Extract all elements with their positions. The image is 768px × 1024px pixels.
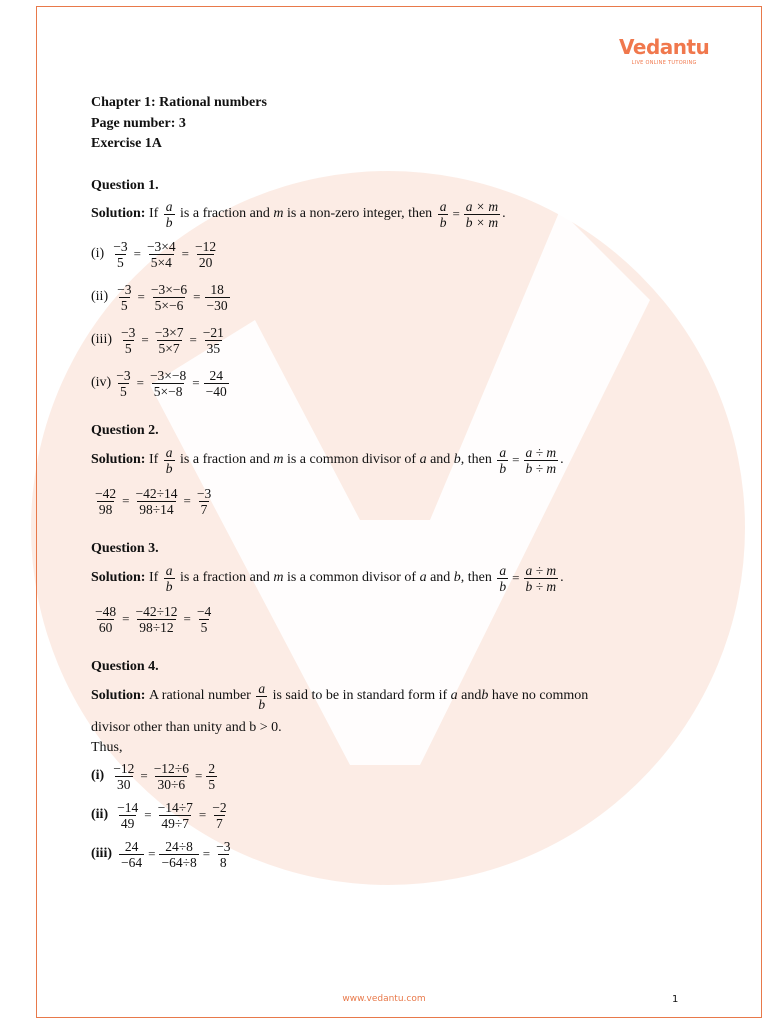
fraction: $\frac{a}{b}$: [258, 680, 266, 712]
page-number: 1: [672, 994, 679, 1005]
solution-text: divisor other than unity and: [91, 719, 246, 735]
question-1-title: Question 1.: [91, 177, 159, 193]
fraction: $\frac{-2}{7}$: [212, 799, 227, 831]
fraction: $\frac{18}{-30}$: [206, 281, 228, 313]
footer-url[interactable]: www.vedantu.com: [342, 994, 426, 1004]
solution-text: is a non-zero integer, then: [286, 206, 433, 221]
page-number-label: Page number: 3: [91, 115, 186, 131]
fraction: $\frac{24}{-40}$: [205, 367, 227, 399]
question-2-solution: Solution: If $\frac{a}{b}$ is a fraction and m is a common divisor of a and b , then $\frac{a}{b}$ = $\frac{a \div m}{b \div m}$ .: [91, 444, 564, 476]
fraction: $\frac{a}{b}$: [165, 562, 173, 594]
solution-label: Solution:: [91, 206, 146, 221]
variable: m: [273, 570, 284, 585]
fraction: $\frac{24}{-64}$: [121, 838, 143, 870]
solution-text: is a fraction and: [180, 570, 270, 585]
fraction: $\frac{-4}{5}$: [196, 603, 212, 635]
equation-row: (i) $\frac{-12}{30}$ = $\frac{-12\div 6}{30\div 6}$ = $\frac{2}{5}$: [91, 760, 216, 792]
variable: a: [419, 570, 427, 585]
solution-text: If: [148, 570, 159, 585]
question-2-title: Question 2.: [91, 422, 159, 438]
solution-text: have no common: [491, 688, 589, 703]
fraction: $\frac{-21}{35}$: [202, 324, 224, 356]
fraction: $\frac{-3\times-8}{5\times-8}$: [149, 367, 187, 399]
thus-label: Thus,: [91, 739, 123, 755]
fraction: $\frac{-14\div 7}{49\div 7}$: [157, 799, 193, 831]
fraction: $\frac{-42}{98}$: [95, 485, 117, 517]
equation-row: (ii) $\frac{-3}{5}$ = $\frac{-3\times-6}{5\times-6}$ = $\frac{18}{-30}$: [91, 281, 228, 313]
equation-row: (i) $\frac{-3}{5}$ = $\frac{-3\times 4}{5\times 4}$ = $\frac{-12}{20}$: [91, 238, 217, 270]
fraction: $\frac{a}{b}$: [439, 198, 447, 230]
part-label: (ii): [91, 289, 109, 304]
question-4-solution: [91, 681, 731, 712]
part-label: (iv): [91, 375, 112, 390]
chapter-title: Chapter 1: Rational numbers: [91, 95, 267, 110]
solution-text: is a fraction and: [180, 206, 270, 221]
question-3-title: Question 3.: [91, 540, 159, 556]
document-content: [91, 93, 731, 870]
fraction: $\frac{-3}{5}$: [113, 238, 128, 270]
fraction: $\frac{-3}{5}$: [121, 324, 136, 356]
fraction: $\frac{2}{5}$: [208, 760, 216, 792]
fraction: $\frac{a \div m}{b \div m}$: [525, 444, 557, 476]
solution-text: and: [430, 570, 451, 585]
fraction: $\frac{-3}{5}$: [117, 281, 132, 313]
equation-row: $\frac{-48}{60}$ = $\frac{-42\div 12}{98\div 12}$ = $\frac{-4}{5}$: [95, 603, 212, 635]
equation-row: (iii) $\frac{24}{-64}$ = $\frac{24\div 8}{-64\div 8}$ = $\frac{-3}{8}$: [91, 838, 231, 870]
fraction: $\frac{-42\div 14}{98\div 14}$: [135, 485, 178, 517]
fraction: $\frac{-48}{60}$: [95, 603, 117, 635]
question-4-title: Question 4.: [91, 658, 159, 674]
solution-text: is a common divisor of: [286, 452, 417, 467]
logo-tagline: LIVE ONLINE TUTORING: [631, 60, 697, 66]
solution-text: A rational number: [148, 688, 251, 703]
solution-text: , then: [460, 570, 492, 585]
solution-text: and: [461, 688, 482, 703]
fraction: $\frac{24\div 8}{-64\div 8}$: [161, 838, 197, 870]
fraction: $\frac{a \times m}{b \times m}$: [465, 198, 499, 230]
variable: m: [273, 206, 284, 221]
fraction: $\frac{-12}{20}$: [195, 238, 217, 270]
fraction: $\frac{a}{b}$: [499, 562, 507, 594]
equation-row: (iii) $\frac{-3}{5}$ = $\frac{-3\times 7}{5\times 7}$ = $\frac{-21}{35}$: [91, 324, 224, 356]
fraction: $\frac{a}{b}$: [165, 444, 173, 476]
fraction: $\frac{a}{b}$: [165, 198, 173, 230]
variable: b: [481, 688, 489, 703]
fraction: $\frac{-3\times 4}{5\times 4}$: [146, 238, 176, 270]
solution-text: is said to be in standard form if: [272, 688, 448, 703]
fraction: $\frac{-14}{49}$: [117, 799, 139, 831]
question-3-solution: Solution: If $\frac{a}{b}$ is a fraction and m is a common divisor of a and b , then $\frac{a}{b}$ = $\frac{a \div m}{b \div m}$ .: [91, 562, 564, 594]
question-4-condition: [91, 718, 731, 738]
vedantu-logo[interactable]: [619, 36, 709, 66]
solution-text: If: [148, 206, 159, 221]
variable: b: [453, 570, 461, 585]
solution-text: is a common divisor of: [286, 570, 417, 585]
part-label: (i): [91, 246, 105, 261]
variable: a: [419, 452, 427, 467]
part-label: (iii): [91, 332, 112, 347]
fraction: $\frac{-3}{7}$: [196, 485, 212, 517]
solution-label: Solution:: [91, 452, 146, 467]
equation-row: (ii) $\frac{-14}{49}$ = $\frac{-14\div 7}{49\div 7}$ = $\frac{-2}{7}$: [91, 799, 227, 831]
fraction: $\frac{-12}{30}$: [113, 760, 135, 792]
fraction: $\frac{-12\div 6}{30\div 6}$: [153, 760, 189, 792]
part-label: (ii): [91, 807, 109, 822]
fraction: $\frac{-3}{8}$: [216, 838, 231, 870]
solution-label: Solution:: [91, 570, 146, 585]
solution-text: and: [430, 452, 451, 467]
fraction: $\frac{a \div m}{b \div m}$: [525, 562, 557, 594]
fraction: $\frac{a}{b}$: [499, 444, 507, 476]
fraction: $\frac{-42\div 12}{98\div 12}$: [135, 603, 178, 635]
question-1-solution: Solution: If $\frac{a}{b}$ is a fraction and m is a non-zero integer, then $\frac{a}{b}$ = $\frac{a \times m}{b \times m}$ .: [91, 198, 506, 230]
variable: m: [273, 452, 284, 467]
solution-text: is a fraction and: [180, 452, 270, 467]
equation-row: $\frac{-42}{98}$ = $\frac{-42\div 14}{98\div 14}$ = $\frac{-3}{7}$: [95, 485, 212, 517]
solution-label: Solution:: [91, 688, 146, 703]
solution-text: If: [148, 452, 159, 467]
fraction: $\frac{-3}{5}$: [116, 367, 131, 399]
equation-row: (iv) $\frac{-3}{5}$ = $\frac{-3\times-8}{5\times-8}$ = $\frac{24}{-40}$: [91, 367, 227, 399]
condition: b > 0.: [249, 719, 282, 735]
variable: b: [453, 452, 461, 467]
exercise-label: Exercise 1A: [91, 136, 162, 151]
solution-text: , then: [460, 452, 492, 467]
part-label: (i): [91, 768, 105, 783]
fraction: $\frac{-3\times 7}{5\times 7}$: [154, 324, 184, 356]
part-label: (iii): [91, 846, 112, 861]
variable: a: [450, 688, 458, 703]
logo-wordmark: Vedantu: [619, 35, 710, 59]
fraction: $\frac{-3\times-6}{5\times-6}$: [150, 281, 188, 313]
